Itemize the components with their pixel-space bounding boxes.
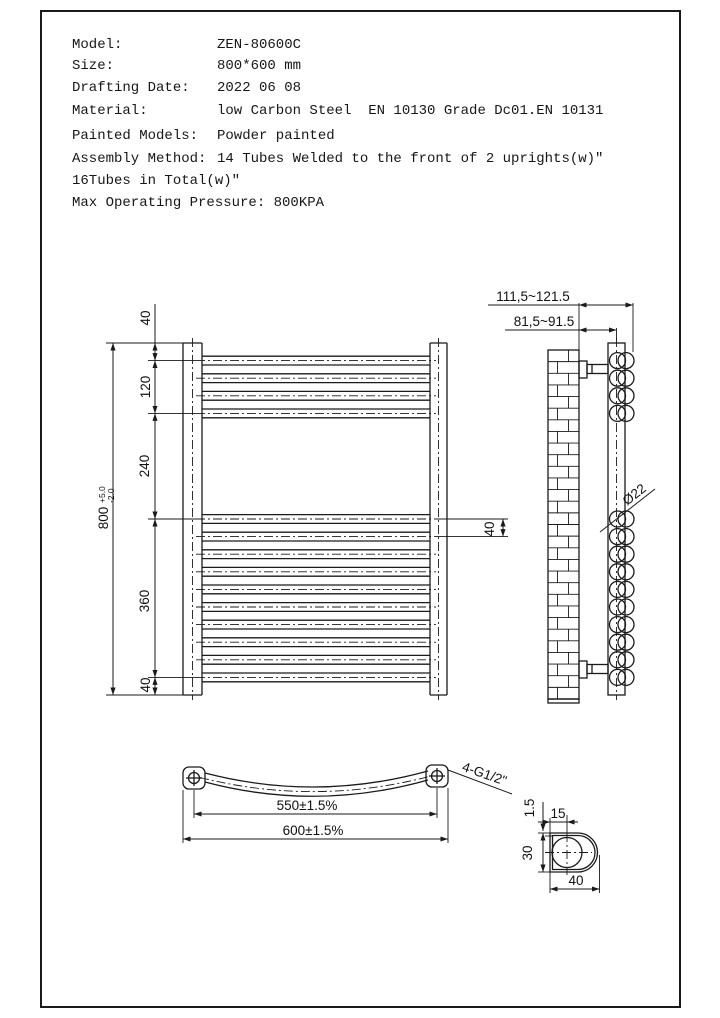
- dim-tube-pitch: 40: [482, 521, 497, 537]
- front-view: [96, 304, 508, 700]
- wall: [548, 350, 579, 703]
- dim-height-tol-minus: -2.0: [106, 488, 116, 503]
- plan-right-cap: [426, 765, 448, 787]
- dim-bottom-margin: 40: [138, 677, 153, 693]
- spec-label: Material:: [72, 103, 148, 119]
- side-tube-circles: [610, 353, 635, 686]
- dim-height-tol-plus: +5.0: [97, 486, 107, 503]
- spec-label: Size:: [72, 58, 115, 74]
- dim-wall-thickness: 1.5: [522, 798, 537, 818]
- dim-overall-width: 600±1.5%: [282, 823, 344, 838]
- dim-middle-gap: 240: [137, 454, 152, 478]
- spec-label: Drafting Date:: [72, 80, 190, 96]
- wall-brick-hatch: [548, 350, 579, 699]
- dim-connections: 4-G1/2": [460, 759, 509, 789]
- spec-label: Assembly Method:: [72, 151, 207, 167]
- spec-label: Model:: [72, 37, 123, 53]
- spec-note-line: 16Tubes in Total(w)": [72, 173, 241, 189]
- dim-tube-diameter: Ø22: [619, 480, 649, 509]
- spec-value: low Carbon Steel EN 10130 Grade Dc01.EN 10131: [217, 103, 604, 119]
- spec-value: ZEN-80600C: [217, 37, 302, 53]
- spec-value: Powder painted: [217, 128, 335, 144]
- spec-value: 800*600 mm: [217, 58, 302, 74]
- dim-profile-height: 30: [520, 845, 535, 861]
- spec-value: 14 Tubes Welded to the front of 2 uprights(w)": [217, 151, 604, 167]
- front-tubes: [196, 356, 436, 682]
- dim-overall-height: 800: [96, 506, 111, 530]
- wall-bracket-top: [579, 361, 608, 378]
- dim-center-offset: 15: [550, 806, 566, 821]
- plan-dimensions: [183, 770, 512, 843]
- dim-wall-to-tube-front: 111,5~121.5: [496, 289, 570, 304]
- top-view: [183, 759, 512, 843]
- dim-top-margin: 40: [138, 310, 153, 326]
- dim-profile-width: 40: [568, 873, 584, 888]
- plan-curved-tube: [205, 771, 428, 796]
- spec-pressure-line: Max Operating Pressure: 800KPA: [72, 195, 325, 211]
- section-detail: [520, 799, 600, 893]
- spec-label: Painted Models:: [72, 128, 199, 144]
- dim-hole-centers: 550±1.5%: [276, 798, 338, 813]
- dim-top-group: 120: [138, 375, 153, 399]
- side-view: [488, 289, 655, 703]
- wall-bracket-bottom: [579, 661, 608, 678]
- dim-wall-to-upright: 81,5~91.5: [513, 314, 575, 329]
- dim-bottom-group: 360: [137, 589, 152, 613]
- spec-value: 2022 06 08: [217, 80, 302, 96]
